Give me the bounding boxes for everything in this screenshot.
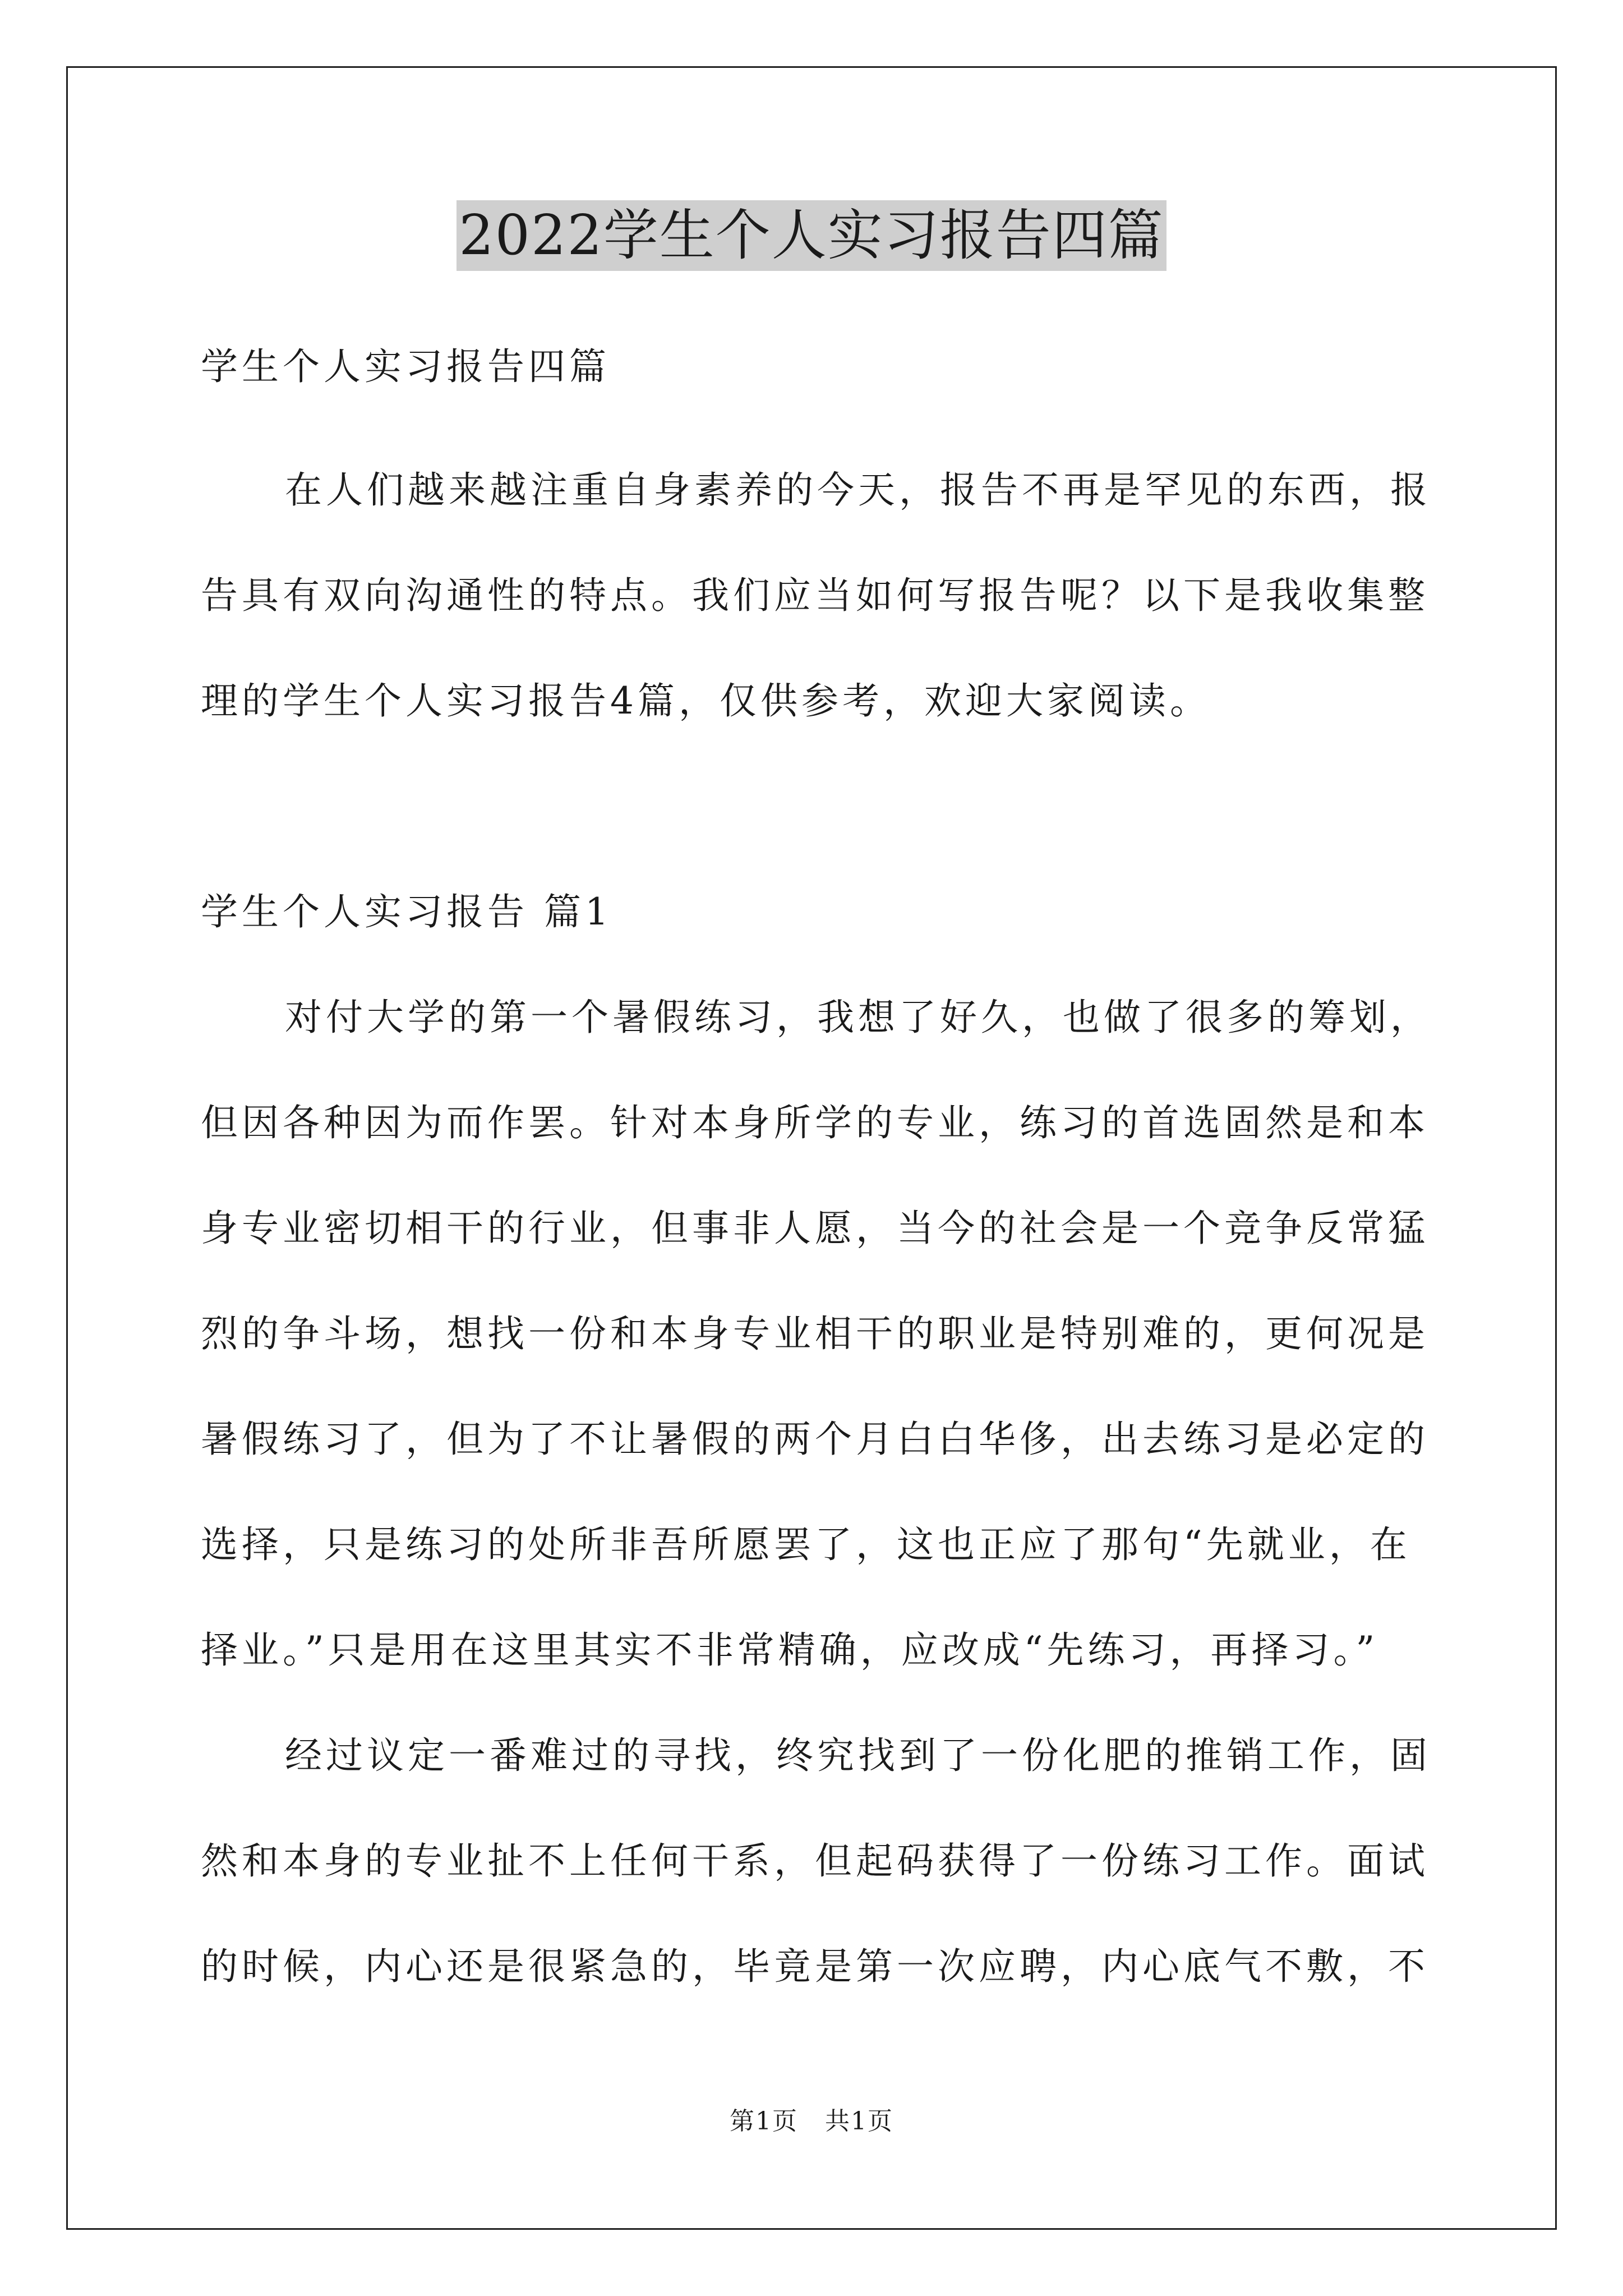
paragraph2-line: 的时候，内心还是很紧急的，毕竟是第一次应聘，内心底气不敷，不 [201,1945,1429,1988]
intro-line: 理的学生个人实习报告4篇，仅供参考，欢迎大家阅读。 [201,679,1211,723]
paragraph1-line: 但因各种因为而作罢。针对本身所学的专业，练习的首选固然是和本 [201,1101,1429,1144]
section-heading: 学生个人实习报告 篇1 [201,890,612,933]
paragraph1-line: 身专业密切相干的行业，但事非人愿，当今的社会是一个竞争反常猛 [201,1207,1429,1250]
document-subtitle: 学生个人实习报告四篇 [201,345,610,388]
document-title-text: 2022学生个人实习报告四篇 [457,200,1166,271]
paragraph1-line: 烈的争斗场，想找一份和本身专业相干的职业是特别难的，更何况是 [201,1312,1429,1355]
paragraph1-line: 对付大学的第一个暑假练习，我想了好久，也做了很多的筹划， [285,996,1431,1039]
intro-line: 在人们越来越注重自身素养的今天，报告不再是罕见的东西，报 [285,468,1431,512]
page-footer [0,2105,1623,2138]
page-total: 共1页 [825,2107,893,2136]
intro-line: 告具有双向沟通性的特点。我们应当如何写报告呢？以下是我收集整 [201,574,1429,617]
paragraph2-line: 经过议定一番难过的寻找，终究找到了一份化肥的推销工作，固 [285,1734,1431,1777]
paragraph1-line: 择业。”只是用在这里其实不非常精确，应改成“先练习，再择习。” [201,1628,1379,1672]
paragraph1-line: 选择，只是练习的处所非吾所愿罢了，这也正应了那句“先就业，在 [201,1523,1411,1566]
paragraph2-line: 然和本身的专业扯不上任何干系，但起码获得了一份练习工作。面试 [201,1839,1429,1883]
paragraph1-line: 暑假练习了，但为了不让暑假的两个月白白华侈，出去练习是必定的 [201,1418,1429,1461]
page-number: 第1页 [730,2107,798,2136]
document-title [0,196,1623,275]
